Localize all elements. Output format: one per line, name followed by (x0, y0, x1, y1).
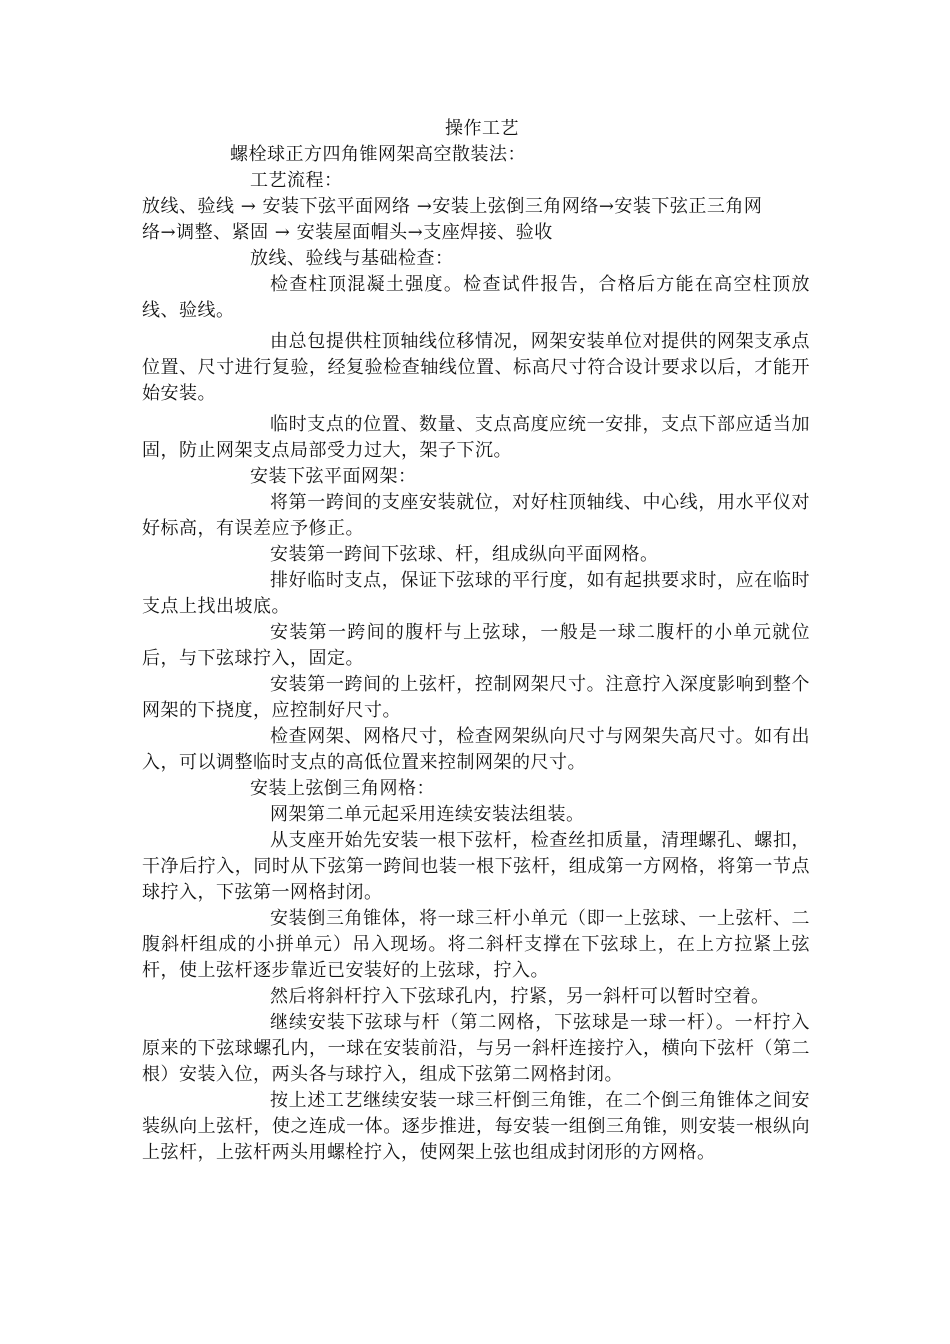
section-1-heading: 放线、验线与基础检查： (250, 248, 454, 269)
section-2-heading: 安装下弦平面网架： (250, 466, 417, 487)
section-2-paragraph-4: 安装第一跨间的腹杆与上弦球，一般是一球二腹杆的小单元就位后，与下弦球拧入，固定。 (142, 622, 810, 669)
section-1-paragraph-2: 由总包提供柱顶轴线位移情况，网架安装单位对提供的网架支承点位置、尺寸进行复验，经复验检查轴线位置、标高尺寸符合设计要求以后，才能开始安装。 (142, 331, 810, 404)
section-2-paragraph-1: 将第一跨间的支座安装就位，对好柱顶轴线、中心线，用水平仪对好标高，有误差应予修正。 (142, 492, 810, 539)
section-3-paragraph-3: 安装倒三角锥体，将一球三杆小单元（即一上弦球、一上弦杆、二腹斜杆组成的小拼单元）吊入现场。将二斜杆支撑在下弦球上，在上方拉紧上弦杆，使上弦杆逐步靠近已安装好的上弦球，拧入。 (142, 908, 810, 981)
flow-line-1: 放线、验线 → 安装下弦平面网络 →安装上弦倒三角网络→安装下弦正三角网 (142, 196, 763, 217)
section-3-paragraph-4: 然后将斜杆拧入下弦球孔内，拧紧，另一斜杆可以暂时空着。 (270, 986, 770, 1007)
flow-line-2: 络→调整、紧固 → 安装屋面帽头→支座焊接、验收 (142, 222, 553, 243)
section-2-paragraph-2: 安装第一跨间下弦球、杆，组成纵向平面网格。 (270, 544, 659, 565)
section-1-paragraph-1: 检查柱顶混凝土强度。检查试件报告，合格后方能在高空柱顶放线、验线。 (142, 274, 810, 321)
section-2-paragraph-6: 检查网架、网格尺寸，检查网架纵向尺寸与网架失高尺寸。如有出入，可以调整临时支点的高低位置来控制网架的尺寸。 (142, 726, 810, 773)
section-2-paragraph-5: 安装第一跨间的上弦杆，控制网架尺寸。注意拧入深度影响到整个网架的下挠度，应控制好尺寸。 (142, 674, 810, 721)
flow-heading: 工艺流程： (250, 170, 343, 191)
section-3-heading: 安装上弦倒三角网格： (250, 778, 435, 799)
document-title: 操作工艺 (445, 118, 519, 139)
section-3-paragraph-1: 网架第二单元起采用连续安装法组装。 (270, 804, 585, 825)
document-subtitle: 螺栓球正方四角锥网架高空散装法： (230, 144, 526, 165)
section-3-paragraph-2: 从支座开始先安装一根下弦杆，检查丝扣质量，清理螺孔、螺扣，干净后拧入，同时从下弦第一跨间也装一根下弦杆，组成第一方网格，将第一节点球拧入，下弦第一网格封闭。 (142, 830, 810, 903)
section-1-paragraph-3: 临时支点的位置、数量、支点高度应统一安排，支点下部应适当加固，防止网架支点局部受力过大，架子下沉。 (142, 414, 810, 461)
section-3-paragraph-5: 继续安装下弦球与杆（第二网格，下弦球是一球一杆）。一杆拧入原来的下弦球螺孔内，一球在安装前沿，与另一斜杆连接拧入，横向下弦杆（第二根）安装入位，两头各与球拧入，组成下弦第二网格封闭。 (142, 1012, 810, 1085)
section-2-paragraph-3: 排好临时支点，保证下弦球的平行度，如有起拱要求时，应在临时支点上找出坡底。 (142, 570, 810, 617)
section-3-paragraph-6: 按上述工艺继续安装一球三杆倒三角锥，在二个倒三角锥体之间安装纵向上弦杆，使之连成一体。逐步推进，每安装一组倒三角锥，则安装一根纵向上弦杆，上弦杆两头用螺栓拧入，使网架上弦也组成封闭形的方网格。 (142, 1090, 810, 1163)
document-body (142, 116, 810, 1166)
